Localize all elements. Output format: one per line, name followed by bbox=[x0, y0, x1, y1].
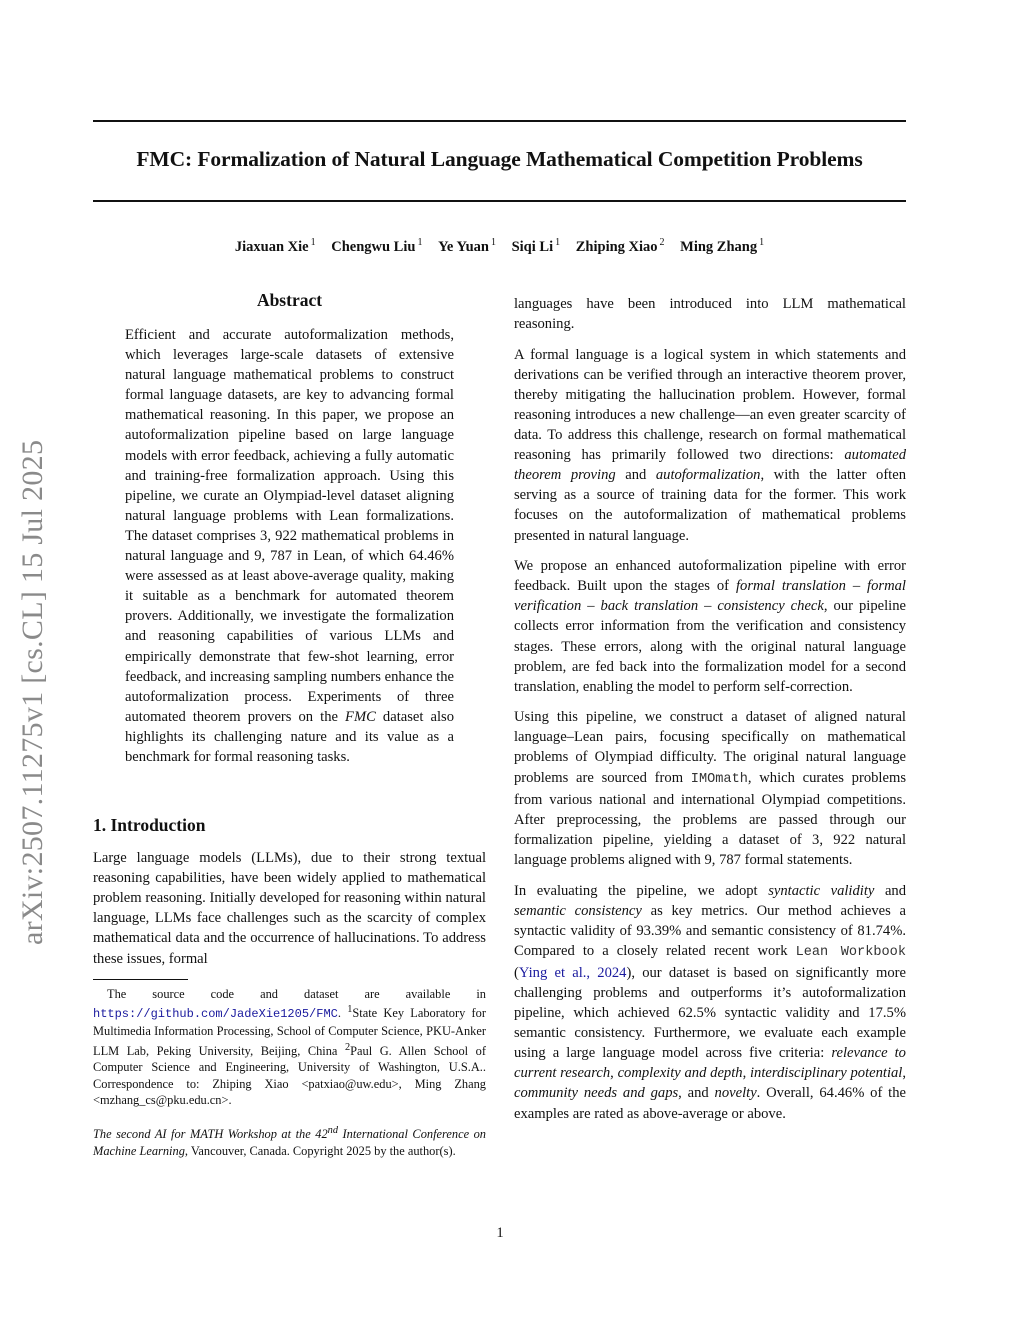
footnote: The source code and dataset are available in https://github.com/JadeXie1205/FMC. $^1$State Key Laboratory for Multimedia Information Processing, School of Computer Science, PKU-Anker LLM Lab, Peking University, Beijing, China $^2$Paul G. Allen School of Computer Science and Engineering, University of Washington, U.S.A.. Correspondence to: Zhiping Xiao <patxiao@uw.edu>, Ming Zhang <mzhang_cs@pku.edu.cn>. bbox=[93, 986, 486, 1108]
abstract-heading: Abstract bbox=[256, 290, 323, 310]
author: Ye Yuan $^1$ bbox=[438, 237, 496, 255]
arxiv-identifier: arXiv:2507.11275v1 [cs.CL] 15 Jul 2025 bbox=[16, 439, 49, 945]
intro-paragraph: Large language models (LLMs), due to their strong textual reasoning capabilities, have been widely applied to mathematical problem reasoning. Initially developed for reasoning within natural language, LLMs face challenges such as the scarcity of complex mathematical data and the occurrence of hallucinations. To address these issues, formal bbox=[93, 850, 486, 967]
title-rule-top bbox=[93, 120, 906, 122]
paper-title: FMC: Formalization of Natural Language Mathematical Competition Problems bbox=[136, 147, 863, 171]
workshop-note: The second AI for MATH Workshop at the 42nd International Conference on Machine Learning, Vancouver, Canada. Copyright 2025 by the author(s). bbox=[93, 1125, 486, 1158]
intro-paragraph: A formal language is a logical system in which statements and derivations can be verified through an interactive theorem prover, thereby mitigating the hallucination problem. However, formal reasoning introduces a new challenge—an even greater scarcity of data. To address this challenge, research on formal mathematical reasoning has primarily followed two directions: automated theorem proving and autoformalization, with the latter often serving as a source of training data for the former. This work focuses on the autoformalization of mathematical problems presented in natural language. bbox=[514, 346, 907, 544]
intro-paragraph: Using this pipeline, we construct a dataset of aligned natural language–Lean pairs, focusing specifically on mathematical problems of Olympiad difficulty. The original natural language problems are sourced from IMOmath, which curates problems from various national and international Olympiad competitions. After preprocessing, the problems are passed through our formalization pipeline, yielding a dataset of 3, 922 natural language problems aligned with 9, 787 formal statements. bbox=[514, 709, 906, 868]
code-url-link[interactable]: https://github.com/JadeXie1205/FMC bbox=[93, 1007, 338, 1022]
title-rule-bottom bbox=[93, 200, 906, 202]
footnote-rule bbox=[93, 979, 188, 980]
author-list bbox=[93, 237, 906, 256]
section-heading-introduction: 1. Introduction bbox=[93, 815, 206, 836]
intro-paragraph: In evaluating the pipeline, we adopt syntactic validity and semantic consistency as key metrics. Our method achieves a syntactic validity of 93.39% and semantic consistency of 81.74%. Compared to a closely related recent work Lean Workbook (Ying et al., 2024), our dataset is based on significantly more challenging problems and outperforms it’s autoformalization pipeline, which achieved 62.5% syntactic validity and 17.5% semantic consistency. Furthermore, we evaluate each example using a large language model across five criteria: relevance to current research, complexity and depth, interdisciplinary potential, community needs and gaps, and novelty. Overall, 64.46% of the examples are rated as above-average or above. bbox=[514, 882, 907, 1122]
page-number: 1 bbox=[496, 1225, 504, 1241]
left-column bbox=[93, 290, 486, 1159]
intro-paragraph-continued: languages have been introduced into LLM mathematical reasoning. bbox=[514, 296, 906, 333]
author: Siqi Li $^1$ bbox=[511, 237, 561, 255]
author: Zhiping Xiao $^2$ bbox=[575, 237, 665, 255]
author: Ming Zhang $^1$ bbox=[680, 237, 765, 255]
right-column bbox=[514, 294, 906, 1134]
author: Chengwu Liu $^1$ bbox=[331, 237, 423, 255]
intro-paragraph: We propose an enhanced autoformalization pipeline with error feedback. Built upon the stages of formal translation – formal verification – back translation – consistency check, our pipeline collects error information from the verification and consistency stages. These errors, along with the original natural language problem, are fed back into the formalization model for a second translation, enabling the model to perform self-correction. bbox=[514, 558, 906, 695]
author: Jiaxuan Xie $^1$ bbox=[234, 237, 316, 255]
abstract-body: Efficient and accurate autoformalization methods, which leverages large-scale datasets of extensive natural language mathematical problems to construct formal language datasets, are key to advancing formal mathematical reasoning. In this paper, we propose an autoformalization pipeline based on large language models with error feedback, achieving a fully automatic and training-free formalization approach. Using this pipeline, we curate an Olympiad-level dataset aligning natural language problems with Lean formalizations. The dataset comprises 3, 922 mathematical problems in natural language and 9, 787 in Lean, of which 64.46% were assessed as at least above-average quality, making it suitable as a benchmark for automated theorem provers. Additionally, we investigate the formalization and reasoning capabilities of various LLMs and empirically demonstrate that few-shot learning, error feedback, and increasing sampling numbers enhance the autoformalization process. Experiments of three automated theorem provers on the FMC dataset also highlights its challenging nature and its value as a benchmark for formal reasoning tasks. bbox=[125, 327, 454, 765]
citation-link[interactable]: Ying et al., 2024 bbox=[518, 964, 627, 981]
